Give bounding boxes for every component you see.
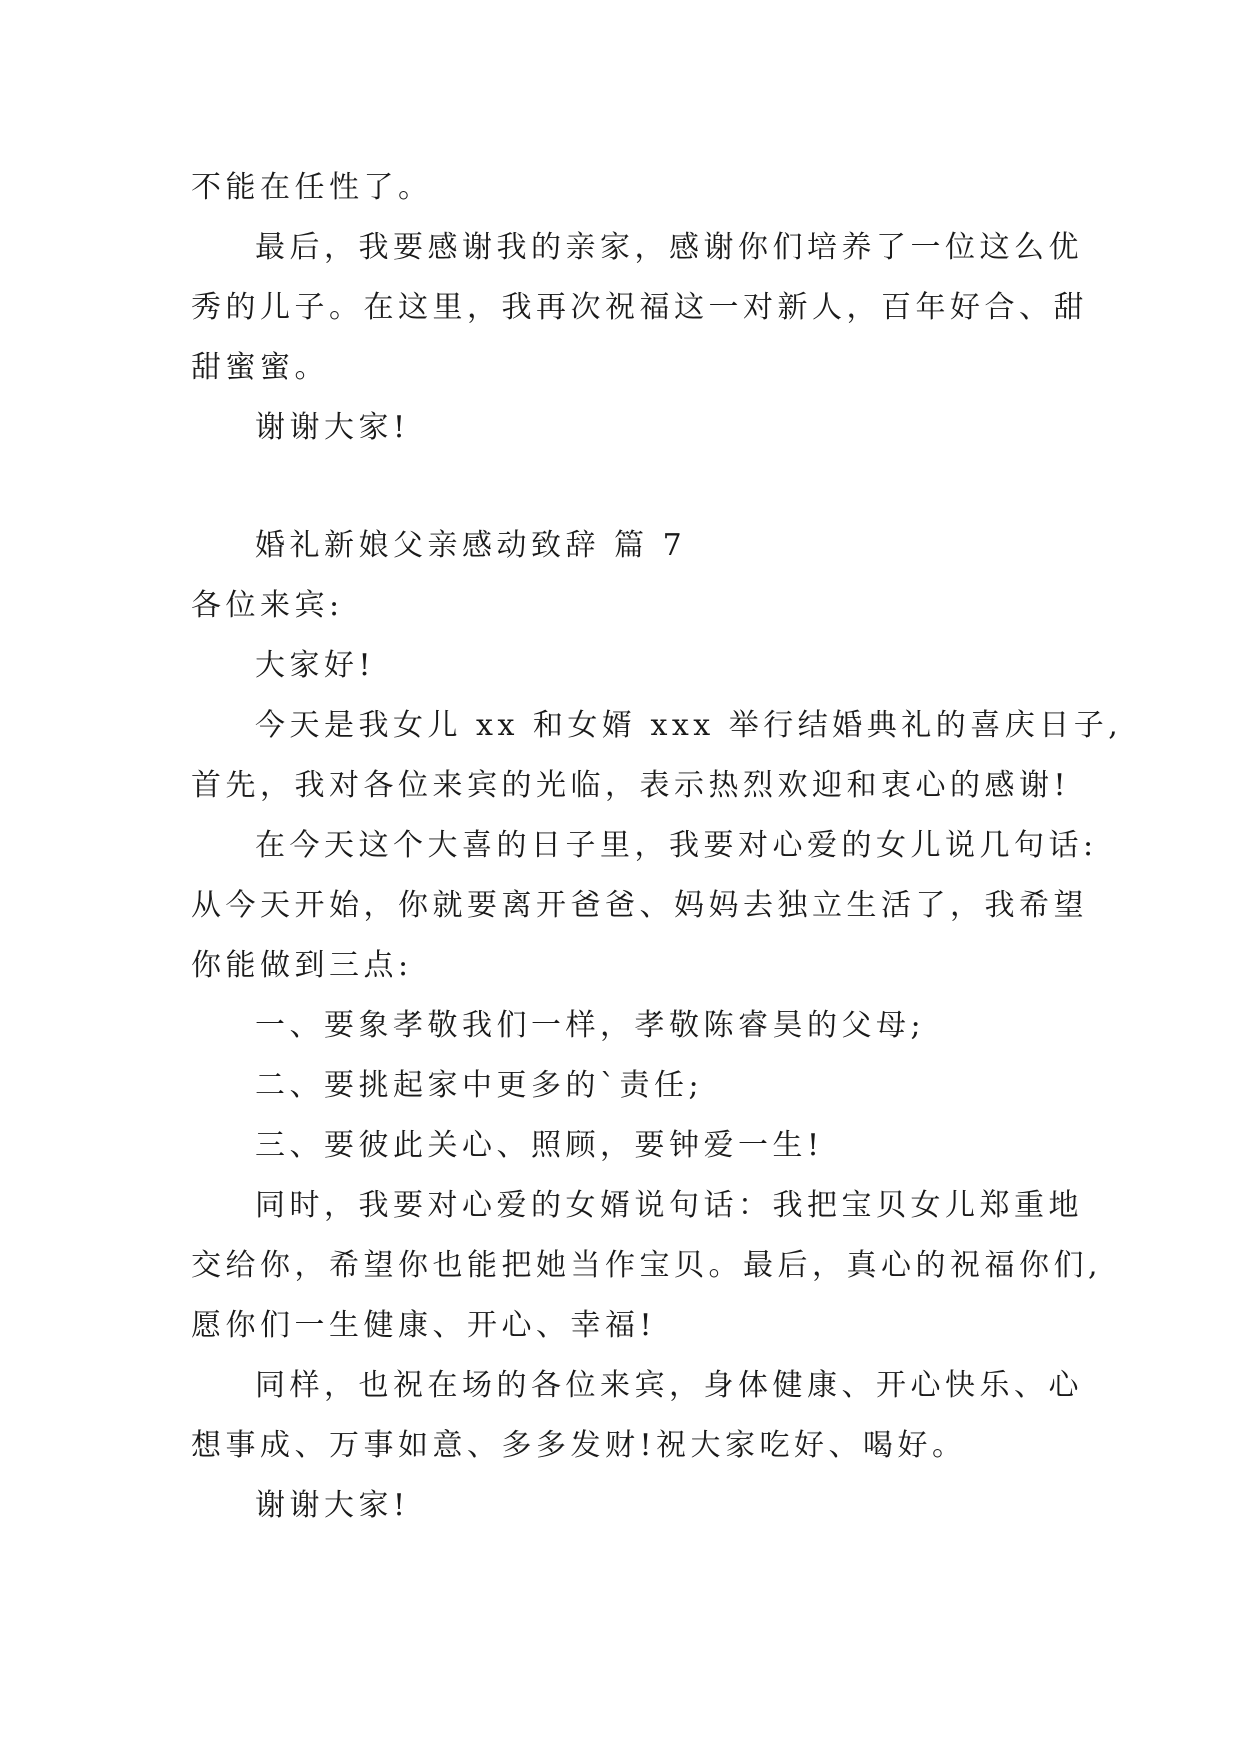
document-body [191, 158, 1123, 1536]
paragraph-line: 在今天这个大喜的日子里，我要对心爱的女儿说几句话: [255, 828, 1098, 863]
list-item: 二、要挑起家中更多的`责任; [255, 1068, 704, 1103]
paragraph-line: 从今天开始，你就要离开爸爸、妈妈去独立生活了，我希望 [191, 888, 1088, 923]
paragraph-line: 同样，也祝在场的各位来宾，身体健康、开心快乐、心 [255, 1368, 1083, 1403]
paragraph-line: 同时，我要对心爱的女婿说句话：我把宝贝女儿郑重地 [255, 1188, 1083, 1223]
section-heading: 婚礼新娘父亲感动致辞 篇 7 [255, 528, 687, 563]
paragraph-line: 想事成、万事如意、多多发财!祝大家吃好、喝好。 [191, 1428, 967, 1463]
paragraph-line: 甜蜜蜜。 [191, 350, 329, 385]
paragraph-line: 你能做到三点: [191, 948, 413, 983]
paragraph-line: 秀的儿子。在这里，我再次祝福这一对新人，百年好合、甜 [191, 290, 1088, 325]
paragraph-line: 今天是我女儿 xx 和女婿 xxx 举行结婚典礼的喜庆日子, [255, 708, 1123, 743]
closing-thanks: 谢谢大家! [255, 410, 410, 445]
paragraph-line: 首先，我对各位来宾的光临，表示热烈欢迎和衷心的感谢! [191, 768, 1071, 803]
paragraph-line: 愿你们一生健康、开心、幸福! [191, 1308, 657, 1343]
paragraph-line: 交给你，希望你也能把她当作宝贝。最后，真心的祝福你们, [191, 1248, 1103, 1283]
greeting: 大家好! [255, 648, 376, 683]
list-item: 一、要象孝敬我们一样，孝敬陈睿昊的父母; [255, 1008, 926, 1043]
closing-thanks: 谢谢大家! [255, 1488, 410, 1523]
list-item: 三、要彼此关心、照顾，要钟爱一生! [255, 1128, 824, 1163]
paragraph-line: 最后，我要感谢我的亲家，感谢你们培养了一位这么优 [255, 230, 1083, 265]
paragraph-line: 不能在任性了。 [191, 170, 433, 205]
salutation: 各位来宾: [191, 588, 344, 623]
